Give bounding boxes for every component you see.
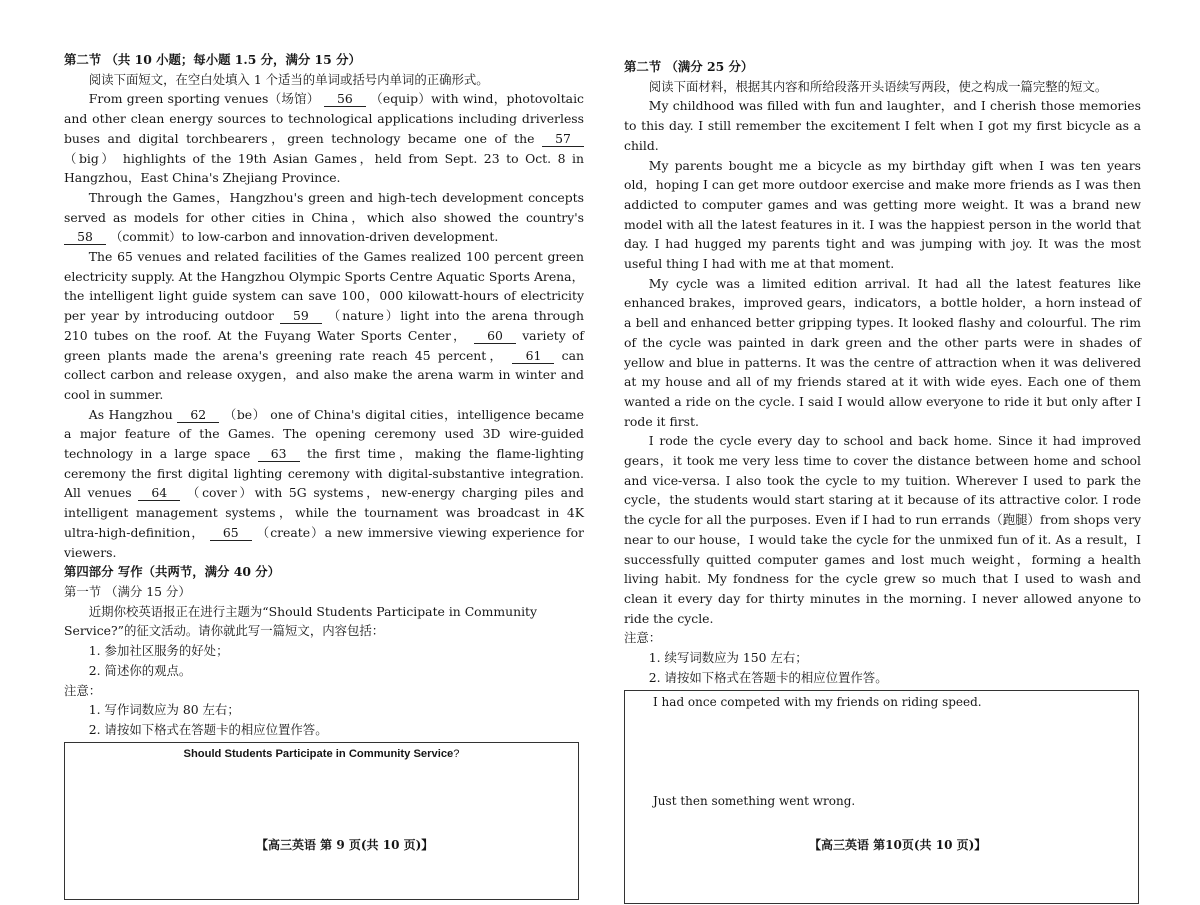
writing-sec1-intro: 近期你校英语报正在进行主题为“Should Students Participate in Community Service?”的征文活动。请你就此写一篇短文，内容包括：	[64, 603, 538, 639]
writing-sec1-item-1: 1. 参加社区服务的好处；	[88, 643, 229, 659]
essay-answer-box[interactable]	[64, 742, 579, 900]
story-paragraph-1: My childhood was filled with fun and laughter，and I cherish those memories to this day. I still remember the excitement I felt when I got my first bicycle as a child.	[624, 98, 1141, 153]
writing-sec1-item-2: 2. 简述你的观点。	[88, 662, 192, 678]
right-page-column	[624, 57, 1141, 904]
essay-box-title: Should Students Participate in Community Service?	[183, 747, 460, 760]
left-page-column	[64, 50, 584, 900]
blank-59: 59	[280, 308, 322, 324]
passage-paragraph-2: Through the Games，Hangzhou's green and high-tech development concepts served as models for other cities in China，which also showed the country's 58 （commit）to low-carbon and innovation-driven development.	[64, 189, 584, 245]
right-section-header: 第二节 （满分 25 分）	[624, 59, 754, 74]
blank-56: 56	[324, 91, 366, 107]
writing-sec1-header: 第一节 （满分 15 分）	[64, 583, 191, 599]
right-note-1: 1. 续写词数应为 150 左右；	[648, 650, 808, 666]
right-page-footer: 【高三英语 第10页(共 10 页)】	[809, 838, 987, 852]
part4-header: 第四部分 写作（共两节，满分 40 分）	[64, 564, 281, 580]
blank-63: 63	[258, 446, 300, 462]
blank-62: 62	[177, 407, 219, 423]
passage-paragraph-3: The 65 venues and related facilities of the Games realized 100 percent green electricity supply. At the Hangzhou Olympic Sports Centre Aquatic Sports Arena，the intelligent light guide system can save 100，000 kilowatt-hours of electricity per year by introducing outdoor 59 （nature）light into the arena through 210 tubes on the roof. At the Fuyang Water Sports Center， 60 variety of green plants made the arena's greening rate reach 45 percent， 61 can collect carbon and release oxygen，and also make the arena warm in winter and cool in summer.	[64, 249, 584, 402]
blank-57: 57	[542, 131, 584, 147]
blank-58: 58	[64, 229, 106, 245]
right-notes-label: 注意：	[624, 630, 662, 646]
passage-paragraph-4: As Hangzhou 62 （be） one of China's digital cities，intelligence became a major feature of the Games. The opening ceremony used 3D wire-guided technology in a large space 63 the first time，making the flame-lighting ceremony the first digital lighting ceremony with digital-substantive integration. All venues 64 （cover）with 5G systems，new-energy charging piles and intelligent management systems，while the tournament was broadcast in 4K ultra-high-definition， 65 （create）a new immersive viewing experience for viewers.	[64, 406, 584, 560]
blank-64: 64	[138, 485, 180, 501]
writing-sec1-note-2: 2. 请按如下格式在答题卡的相应位置作答。	[88, 721, 328, 737]
writing-sec1-note-1: 1. 写作词数应为 80 左右；	[88, 702, 240, 718]
story-paragraph-4: I rode the cycle every day to school and back home. Since it had improved gears，it took me very less time to cover the distance between home and school and vice-versa. I also took the cycle to my tuition. Wherever I used to park the cycle，the students would start staring at it because of its attractive color. I rode the cycle for all the purposes. Even if I had to run errands（跑腿）from shops very near to our house，I would take the cycle for the unmixed fun of it. As a result，I successfully quitted computer games and lost much weight，forming a health living habit. My fondness for the cycle grew so much that I used to wash and clean it every day for thirty minutes in the morning. I never allowed anyone to ride the cycle.	[624, 433, 1141, 626]
right-instructions: 阅读下面材料，根据其内容和所给段落开头语续写两段，使之构成一篇完整的短文。	[648, 78, 1108, 94]
continuation-prompt-1: I had once competed with my friends on riding speed.	[653, 694, 982, 709]
left-instructions: 阅读下面短文，在空白处填入 1 个适当的单词或括号内单词的正确形式。	[88, 71, 489, 87]
blank-60: 60	[474, 328, 516, 344]
writing-sec1-notes-label: 注意：	[64, 682, 102, 698]
story-paragraph-3: My cycle was a limited edition arrival. It had all the latest features like enhanced brakes，improved gears，indicators，a bottle holder，a horn instead of a bell and enhanced better gripping types. It looked flashy and colourful. The rim of the cycle was painted in dark green and the other parts were in shades of yellow and blue in patterns. It was the centre of attraction when it was delivered at my house and all of my friends stared at it with wide eyes. Each one of them wanted a ride on the cycle. I said I would allow everyone to ride it but only after I rode it first.	[624, 275, 1141, 429]
right-note-2: 2. 请按如下格式在答题卡的相应位置作答。	[648, 669, 888, 685]
story-paragraph-2: My parents bought me a bicycle as my birthday gift when I was ten years old，hoping I can get more outdoor exercise and make more friends as I was then addicted to computer games and was getting more weight. It was a brand new model with all the latest features in it. I was the happiest person in the world that day. I had hugged my parents tight and was jumping with joy. It was the most useful thing I had with me at that moment.	[624, 157, 1141, 272]
passage-paragraph-1: From green sporting venues（场馆） 56 （equip）with wind，photovoltaic and other clean energy sources to technological applications including driverless buses and digital torchbearers，green technology became one of the 57 （big） highlights of the 19th Asian Games，held from Sept. 23 to Oct. 8 in Hangzhou，East China's Zhejiang Province.	[64, 91, 584, 186]
left-page-footer: 【高三英语 第 9 页(共 10 页)】	[256, 838, 434, 852]
left-section-header: 第二节 （共 10 小题；每小题 1.5 分，满分 15 分）	[64, 52, 361, 67]
continuation-prompt-2: Just then something went wrong.	[653, 793, 856, 808]
blank-65: 65	[210, 525, 252, 541]
blank-61: 61	[512, 348, 554, 364]
continuation-answer-box[interactable]	[624, 690, 1139, 904]
